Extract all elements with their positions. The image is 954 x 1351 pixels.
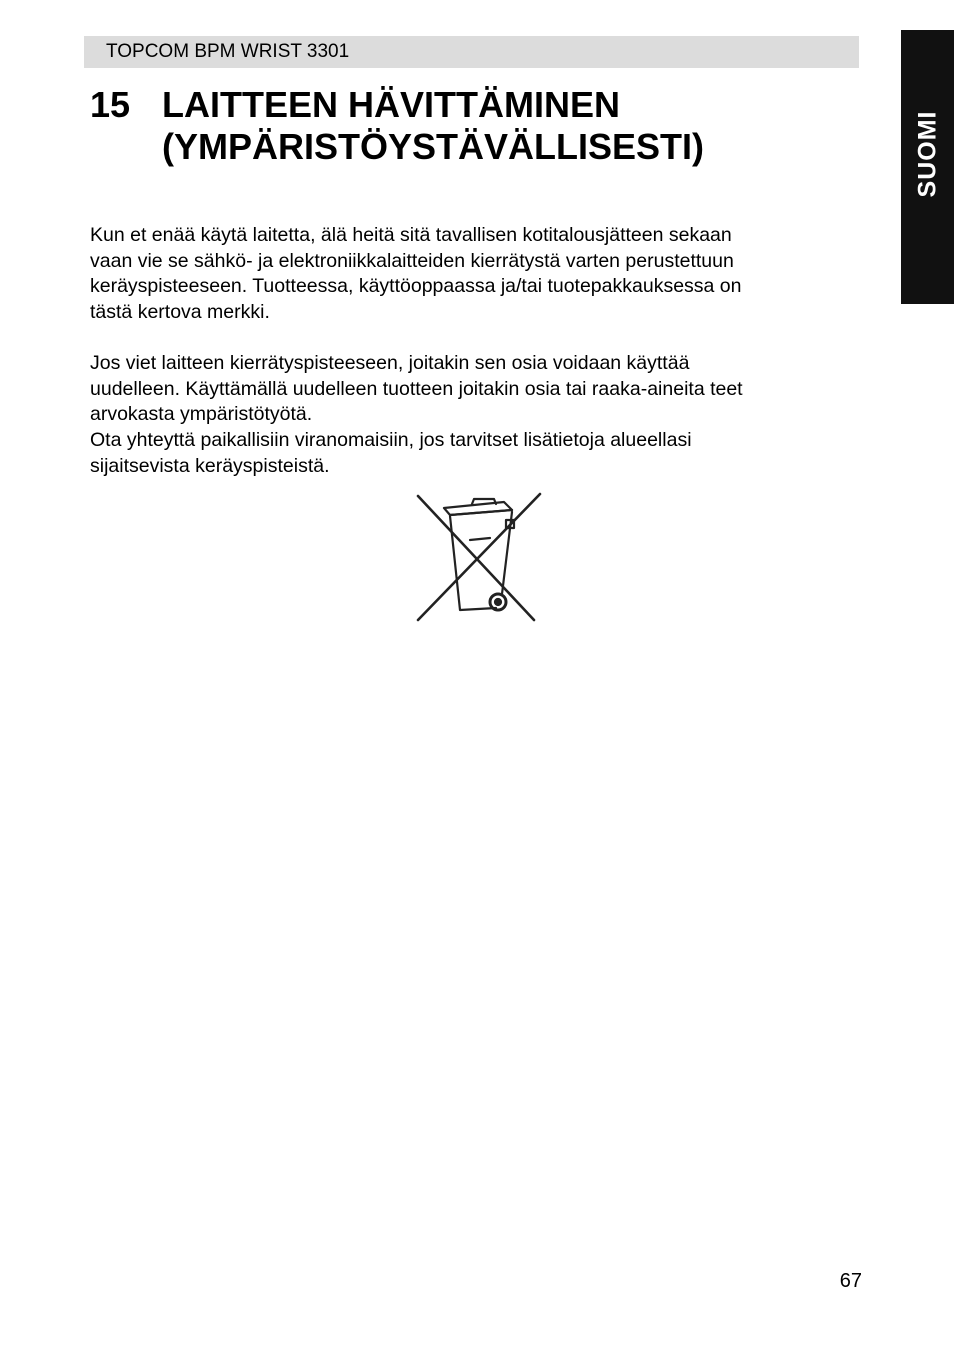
paragraph-disposal — [90, 223, 855, 325]
paragraph-line: tästä kertova merkki. — [90, 300, 270, 323]
paragraph-line: Jos viet laitteen kierrätyspisteeseen, joitakin sen osia voidaan käyttää — [90, 352, 690, 374]
paragraph-line: uudelleen. Käyttämällä uudelleen tuotteen joitakin osia tai raaka-aineita teet — [90, 377, 743, 400]
language-label: SUOMI — [913, 110, 941, 198]
header-bar — [84, 36, 859, 68]
section-number: 15 — [90, 84, 131, 125]
section-title-line1: LAITTEEN HÄVITTÄMINEN — [162, 84, 620, 125]
paragraph-line: Kun et enää käytä laitetta, älä heitä sitä tavallisen kotitalousjätteen sekaan — [90, 224, 732, 246]
header-title: TOPCOM BPM WRIST 3301 — [106, 41, 350, 62]
paragraph-line: keräyspisteeseen. Tuotteessa, käyttöoppaassa ja/tai tuotepakkauksessa on — [90, 275, 742, 298]
section-title-line2: (YMPÄRISTÖYSTÄVÄLLISESTI) — [162, 126, 705, 167]
page-number: 67 — [839, 1270, 862, 1292]
language-tab — [901, 30, 954, 304]
paragraph-recycling — [90, 351, 855, 428]
paragraph-line: Ota yhteyttä paikallisiin viranomaisiin, jos tarvitset lisätietoja alueellasi — [90, 429, 692, 451]
paragraph-line: vaan vie se sähkö- ja elektroniikkalaitteiden kierrätystä varten perustettuun — [90, 249, 734, 272]
paragraph-line: sijaitsevista keräyspisteistä. — [90, 454, 330, 477]
paragraph-contact — [90, 428, 855, 479]
paragraph-line: arvokasta ympäristötyötä. — [90, 403, 313, 426]
crossed-out-wheelie-bin-icon — [414, 492, 542, 624]
